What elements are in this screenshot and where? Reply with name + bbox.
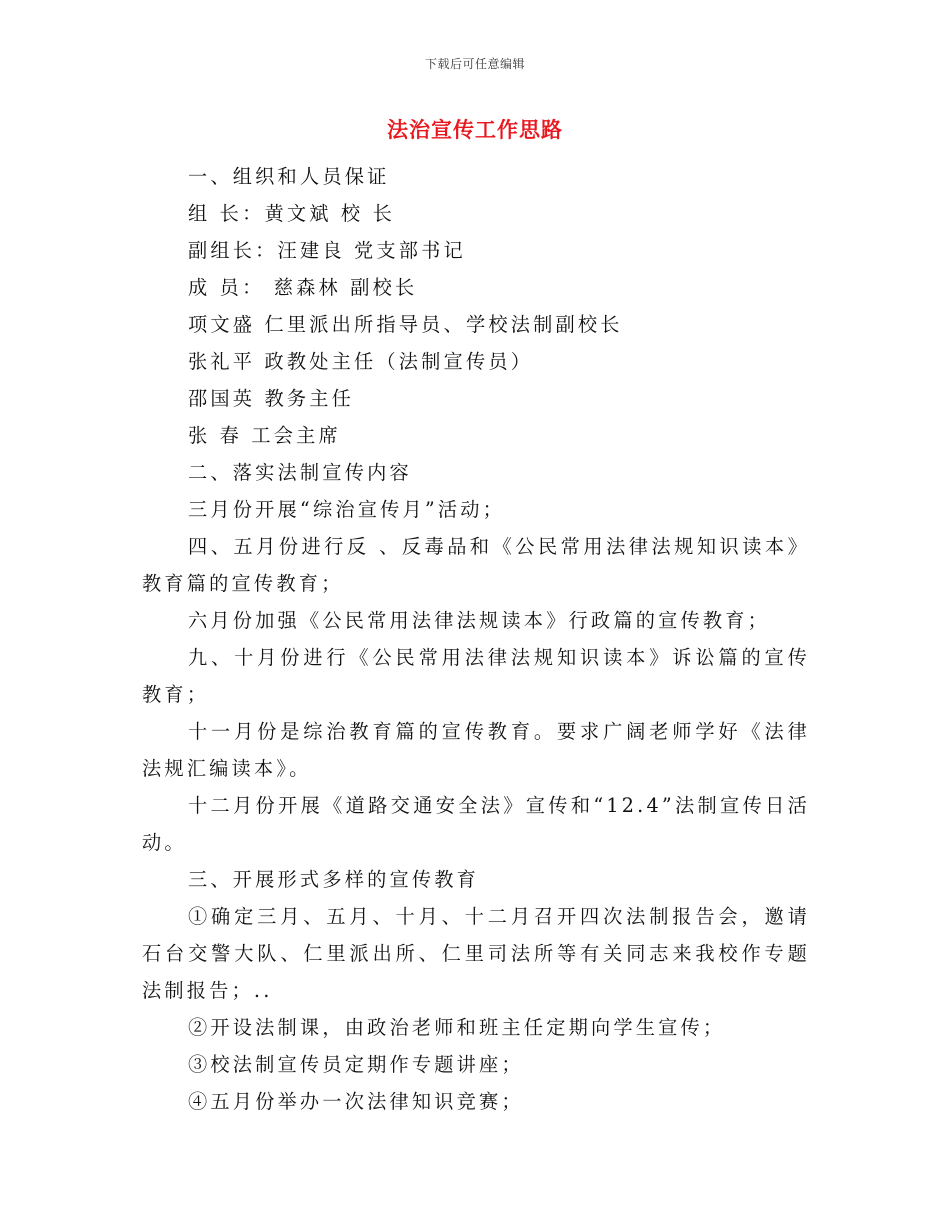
header-note: 下载后可任意编辑 <box>424 57 525 71</box>
paragraph: 十二月份开展《道路交通安全法》宣传和“12.4”法制宣传日活动。 <box>142 794 810 854</box>
paragraph: ④五月份举办一次法律知识竞赛； <box>188 1090 524 1113</box>
document-body <box>142 158 810 1120</box>
paragraph: 六月份加强《公民常用法律法规读本》行政篇的宣传教育； <box>188 609 771 632</box>
paragraph: 一、组织和人员保证 <box>188 165 390 188</box>
paragraph: 张礼平 政教处主任（法制宣传员） <box>188 350 534 373</box>
paragraph: 成 员： 慈森林 副校长 <box>188 276 418 299</box>
paragraph: 九、十月份进行《公民常用法律法规知识读本》诉讼篇的宣传教育； <box>142 646 810 706</box>
paragraph: 张 春 工会主席 <box>188 424 341 447</box>
paragraph: 十一月份是综治教育篇的宣传教育。要求广阔老师学好《法律法规汇编读本》。 <box>142 720 810 780</box>
paragraph: 副组长：汪建良 党支部书记 <box>188 239 466 262</box>
paragraph: ②开设法制课，由政治老师和班主任定期向学生宣传； <box>188 1016 726 1039</box>
paragraph: ③校法制宣传员定期作专题讲座； <box>188 1053 524 1076</box>
paragraph: ①确定三月、五月、十月、十二月召开四次法制报告会，邀请石台交警大队、仁里派出所、仁里司法所等有关同志来我校作专题法制报告；.. <box>142 905 810 1002</box>
paragraph: 四、五月份进行反 、反毒品和《公民常用法律法规知识读本》教育篇的宣传教育； <box>142 535 810 595</box>
paragraph: 三月份开展“综治宣传月”活动； <box>188 498 506 521</box>
paragraph: 组 长：黄文斌 校 长 <box>188 202 395 225</box>
document-title: 法治宣传工作思路 <box>387 117 563 142</box>
paragraph: 项文盛 仁里派出所指导员、学校法制副校长 <box>188 313 623 336</box>
paragraph: 二、落实法制宣传内容 <box>188 461 412 484</box>
paragraph: 邵国英 教务主任 <box>188 387 355 410</box>
paragraph: 三、开展形式多样的宣传教育 <box>188 868 480 891</box>
